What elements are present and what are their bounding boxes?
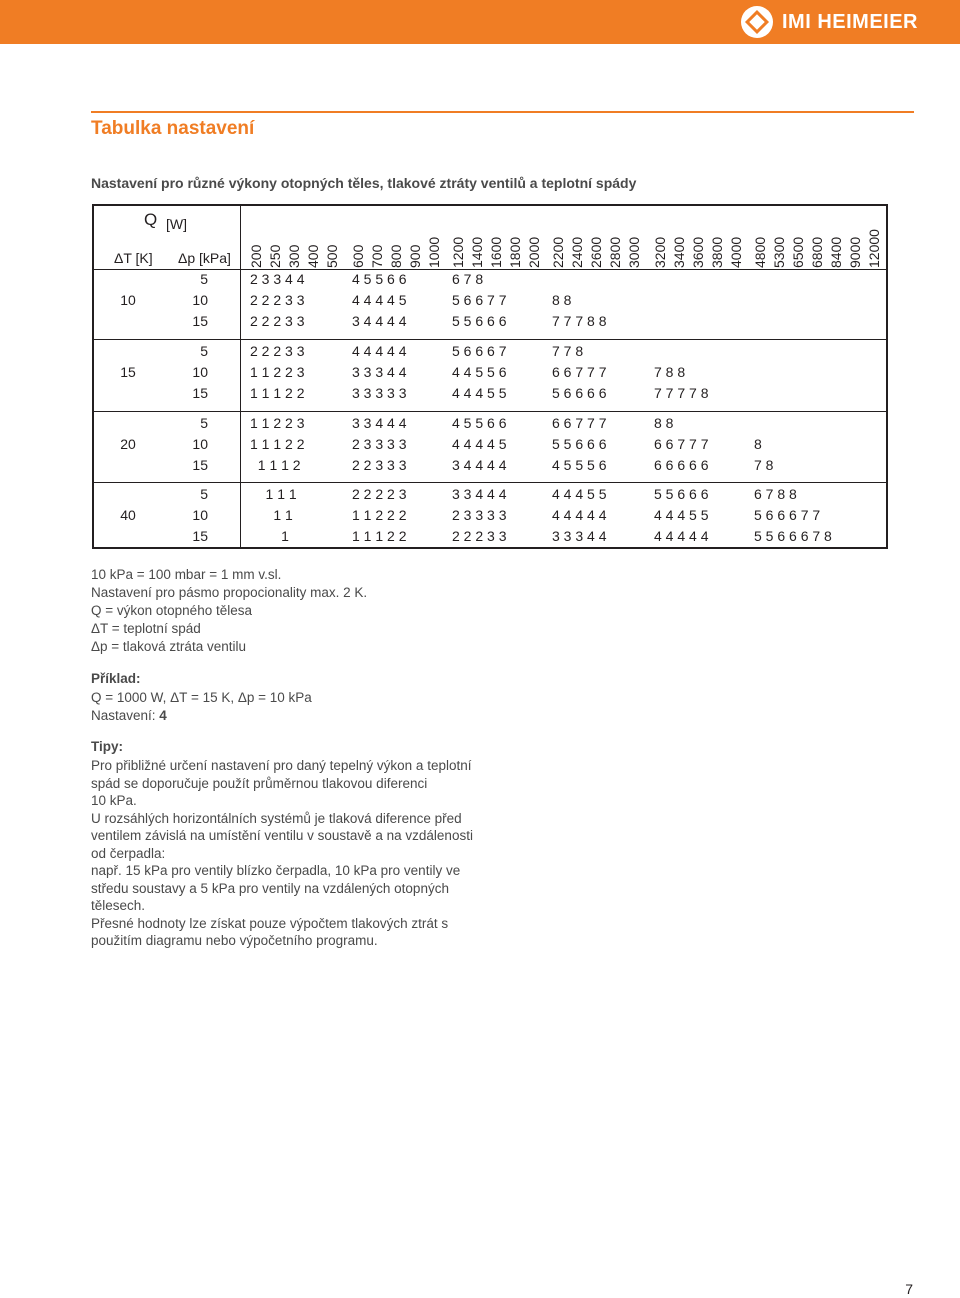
- q-header-value: 1600: [488, 236, 504, 268]
- setting-cell: 3 3 3 3 3: [352, 385, 407, 401]
- setting-cell: 6 7 8: [452, 271, 484, 287]
- q-header-value: 900: [407, 244, 423, 268]
- setting-cell: 3 4 4 4 4: [452, 457, 507, 473]
- setting-cell: 4 4 4 4 4: [654, 528, 709, 544]
- q-header-value: 4000: [728, 236, 744, 268]
- setting-cell: 3 4 4 4 4: [352, 313, 407, 329]
- imi-logo-icon: [740, 5, 774, 39]
- setting-cell: 4 4 4 4 5: [352, 292, 407, 308]
- setting-cell: 1 1 1 2 2: [250, 436, 305, 452]
- setting-cell: 5 5 6 6 6 7 8: [754, 528, 832, 544]
- q-header-value: 3800: [709, 236, 725, 268]
- q-header-value: 3400: [671, 236, 687, 268]
- setting-cell: 4 4 4 4 4: [352, 343, 407, 359]
- setting-cell: 1 1 2 2 3: [250, 415, 305, 431]
- delta-p-value: 15: [192, 457, 208, 473]
- delta-p-value: 15: [192, 385, 208, 401]
- delta-p-value: 10: [192, 507, 208, 523]
- setting-cell: 5 6 6 6 7: [452, 343, 507, 359]
- setting-cell: 2 3 3 3 3: [352, 436, 407, 452]
- tips-line: 10 kPa.: [91, 793, 137, 808]
- setting-cell: 8: [754, 436, 762, 452]
- delta-p-value: 10: [192, 364, 208, 380]
- delta-p-value: 10: [192, 436, 208, 452]
- setting-cell: 8 8: [654, 415, 674, 431]
- q-header-value: 2600: [588, 236, 604, 268]
- setting-cell: 8 8: [552, 292, 572, 308]
- dp-label: Δp [kPa]: [178, 250, 231, 266]
- delta-p-value: 15: [192, 313, 208, 329]
- q-header-value: 5300: [771, 236, 787, 268]
- setting-cell: 4 5 5 5 6: [552, 457, 607, 473]
- setting-cell: 2 2 2 3 3: [452, 528, 507, 544]
- setting-cell: 1 1 2 2 2: [352, 507, 407, 523]
- setting-cell: 3 3 3 4 4: [352, 364, 407, 380]
- setting-cell: 1: [250, 528, 289, 544]
- setting-cell: 7 7 7 7 8: [654, 385, 709, 401]
- table-row-divider: [94, 269, 888, 270]
- q-header-value: 6800: [809, 236, 825, 268]
- tips-heading: Tipy:: [91, 739, 124, 754]
- tips-line: od čerpadla:: [91, 845, 166, 861]
- setting-cell: 1 1 1: [250, 486, 297, 502]
- tips-line: U rozsáhlých horizontálních systémů je tlaková diference před: [91, 810, 462, 826]
- q-header-group: [450, 216, 543, 268]
- q-header-value: 4800: [752, 236, 768, 268]
- brand-logo: [740, 5, 918, 39]
- q-header-value: 400: [305, 244, 321, 268]
- delta-p-value: 15: [192, 528, 208, 544]
- brand-bar: [0, 0, 960, 44]
- q-header-group: [652, 216, 745, 268]
- q-label: Q: [144, 210, 158, 229]
- delta-t-value: 10: [120, 292, 136, 308]
- q-header-value: 200: [248, 244, 264, 268]
- q-header-value: 2400: [569, 236, 585, 268]
- settings-table: [92, 204, 888, 549]
- delta-t-value: 20: [120, 436, 136, 452]
- q-header-value: 3200: [652, 236, 668, 268]
- setting-cell: 2 3 3 3 3: [452, 507, 507, 523]
- example-setting-label: Nastavení:: [91, 708, 160, 723]
- delta-t-value: 40: [120, 507, 136, 523]
- q-header-value: 12000: [866, 229, 882, 268]
- setting-cell: 6 6 7 7 7: [552, 415, 607, 431]
- notes: [91, 566, 367, 656]
- setting-cell: 1 1 2 2 3: [250, 364, 305, 380]
- note-line: Δp = tlaková ztráta ventilu: [91, 639, 246, 654]
- tips-line: tělesech.: [91, 898, 146, 913]
- setting-cell: 2 2 2 3 3: [250, 292, 305, 308]
- setting-cell: 6 6 7 7 7: [552, 364, 607, 380]
- tips-line: středu soustavy a 5 kPa pro ventily na vzdálených otopných: [91, 880, 449, 896]
- example-heading: Příklad:: [91, 671, 141, 686]
- q-header-value: 800: [388, 244, 404, 268]
- q-header-value: 500: [324, 244, 340, 268]
- brand-name: IMI HEIMEIER: [781, 10, 918, 33]
- setting-cell: 1 1: [250, 507, 293, 523]
- q-unit: [W]: [166, 216, 187, 232]
- page-number: 7: [905, 1281, 913, 1297]
- setting-cell: 5 6 6 6 7 7: [754, 507, 821, 523]
- delta-p-value: 10: [192, 292, 208, 308]
- tips-line: použitím diagramu nebo výpočetního programu.: [91, 933, 378, 948]
- setting-cell: 4 4 4 5 5: [452, 385, 507, 401]
- q-header-value: 2000: [526, 236, 542, 268]
- q-header-value: 1200: [450, 236, 466, 268]
- setting-cell: 2 3 3 4 4: [250, 271, 305, 287]
- delta-p-value: 5: [200, 271, 208, 287]
- page-title: Tabulka nastavení: [91, 118, 255, 139]
- tips-line: Přesné hodnoty lze získat pouze výpočtem tlakových ztrát s: [91, 915, 449, 931]
- delta-p-value: 5: [200, 486, 208, 502]
- q-header-value: 9000: [847, 236, 863, 268]
- setting-cell: 2 2 2 2 3: [352, 486, 407, 502]
- q-header-value: 1000: [426, 236, 442, 268]
- tips-line: ventilem závislá na umístění ventilu v soustavě a na vzdálenosti: [91, 828, 473, 843]
- setting-cell: 5 5 6 6 6: [654, 486, 709, 502]
- setting-cell: 3 3 4 4 4: [352, 415, 407, 431]
- tips-body: [91, 757, 511, 950]
- delta-p-value: 5: [200, 343, 208, 359]
- setting-cell: 4 4 4 4 5: [452, 436, 507, 452]
- note-line: Q = výkon otopného tělesa: [91, 603, 252, 618]
- setting-cell: 5 5 6 6 6: [552, 436, 607, 452]
- page-subtitle: Nastavení pro různé výkony otopných těles, tlakové ztráty ventilů a teplotní spády: [91, 175, 637, 191]
- setting-cell: 1 1 1 2 2: [250, 385, 305, 401]
- setting-cell: 2 2 2 3 3: [250, 343, 305, 359]
- example-line: Q = 1000 W, ΔT = 15 K, Δp = 10 kPa: [91, 690, 312, 705]
- example-body: [91, 689, 312, 725]
- q-header-group: [752, 216, 883, 268]
- q-header-value: 700: [369, 244, 385, 268]
- q-header-value: 3600: [690, 236, 706, 268]
- q-header-value: 6500: [790, 236, 806, 268]
- setting-cell: 1 1 1 2 2: [352, 528, 407, 544]
- setting-cell: 4 4 4 4 4: [552, 507, 607, 523]
- setting-cell: 4 5 5 6 6: [452, 415, 507, 431]
- table-column-divider: [240, 206, 241, 547]
- table-row-divider: [94, 411, 888, 412]
- delta-p-value: 5: [200, 415, 208, 431]
- q-header-value: 1800: [507, 236, 523, 268]
- dt-label: ΔT [K]: [114, 250, 153, 266]
- setting-cell: 1 1 1 2: [250, 457, 301, 473]
- setting-cell: 5 6 6 6 6: [552, 385, 607, 401]
- q-header-group: [350, 216, 443, 268]
- setting-cell: 4 4 5 5 6: [452, 364, 507, 380]
- q-header-value: 3000: [626, 236, 642, 268]
- q-header-value: 600: [350, 244, 366, 268]
- q-header-value: 1400: [469, 236, 485, 268]
- setting-cell: 3 3 4 4 4: [452, 486, 507, 502]
- setting-cell: 2 2 3 3 3: [352, 457, 407, 473]
- setting-cell: 4 4 4 5 5: [654, 507, 709, 523]
- setting-cell: 2 2 2 3 3: [250, 313, 305, 329]
- setting-cell: 7 8 8: [654, 364, 686, 380]
- q-header-group: [550, 216, 643, 268]
- title-divider: [91, 111, 914, 113]
- table-row-divider: [94, 339, 888, 340]
- note-line: ΔT = teplotní spád: [91, 621, 201, 636]
- note-line: Nastavení pro pásmo propocionality max. 2 K.: [91, 585, 368, 600]
- setting-cell: 3 3 3 4 4: [552, 528, 607, 544]
- setting-cell: 7 7 8: [552, 343, 584, 359]
- q-header-value: 2200: [550, 236, 566, 268]
- setting-cell: 4 5 5 6 6: [352, 271, 407, 287]
- q-header-value: 250: [267, 244, 283, 268]
- setting-cell: 7 8: [754, 457, 774, 473]
- table-row-divider: [94, 482, 888, 483]
- q-header-value: 8400: [828, 236, 844, 268]
- setting-cell: 6 7 8 8: [754, 486, 797, 502]
- q-header-group: [248, 216, 341, 268]
- setting-cell: 5 5 6 6 6: [452, 313, 507, 329]
- delta-t-value: 15: [120, 364, 136, 380]
- setting-cell: 4 4 4 5 5: [552, 486, 607, 502]
- q-header-value: 300: [286, 244, 302, 268]
- setting-cell: 6 6 6 6 6: [654, 457, 709, 473]
- tips-line: např. 15 kPa pro ventily blízko čerpadla, 10 kPa pro ventily ve: [91, 863, 461, 878]
- setting-cell: 6 6 7 7 7: [654, 436, 709, 452]
- setting-cell: 5 6 6 7 7: [452, 292, 507, 308]
- example-setting: [91, 707, 312, 725]
- example-setting-value: 4: [159, 708, 167, 723]
- q-header-value: 2800: [607, 236, 623, 268]
- tips-line: Pro přibližné určení nastavení pro daný tepelný výkon a teplotní: [91, 758, 472, 773]
- tips-line: spád se doporučuje použít průměrnou tlakovou diferenci: [91, 775, 428, 791]
- note-line: 10 kPa = 100 mbar = 1 mm v.sl.: [91, 567, 282, 582]
- setting-cell: 7 7 7 8 8: [552, 313, 607, 329]
